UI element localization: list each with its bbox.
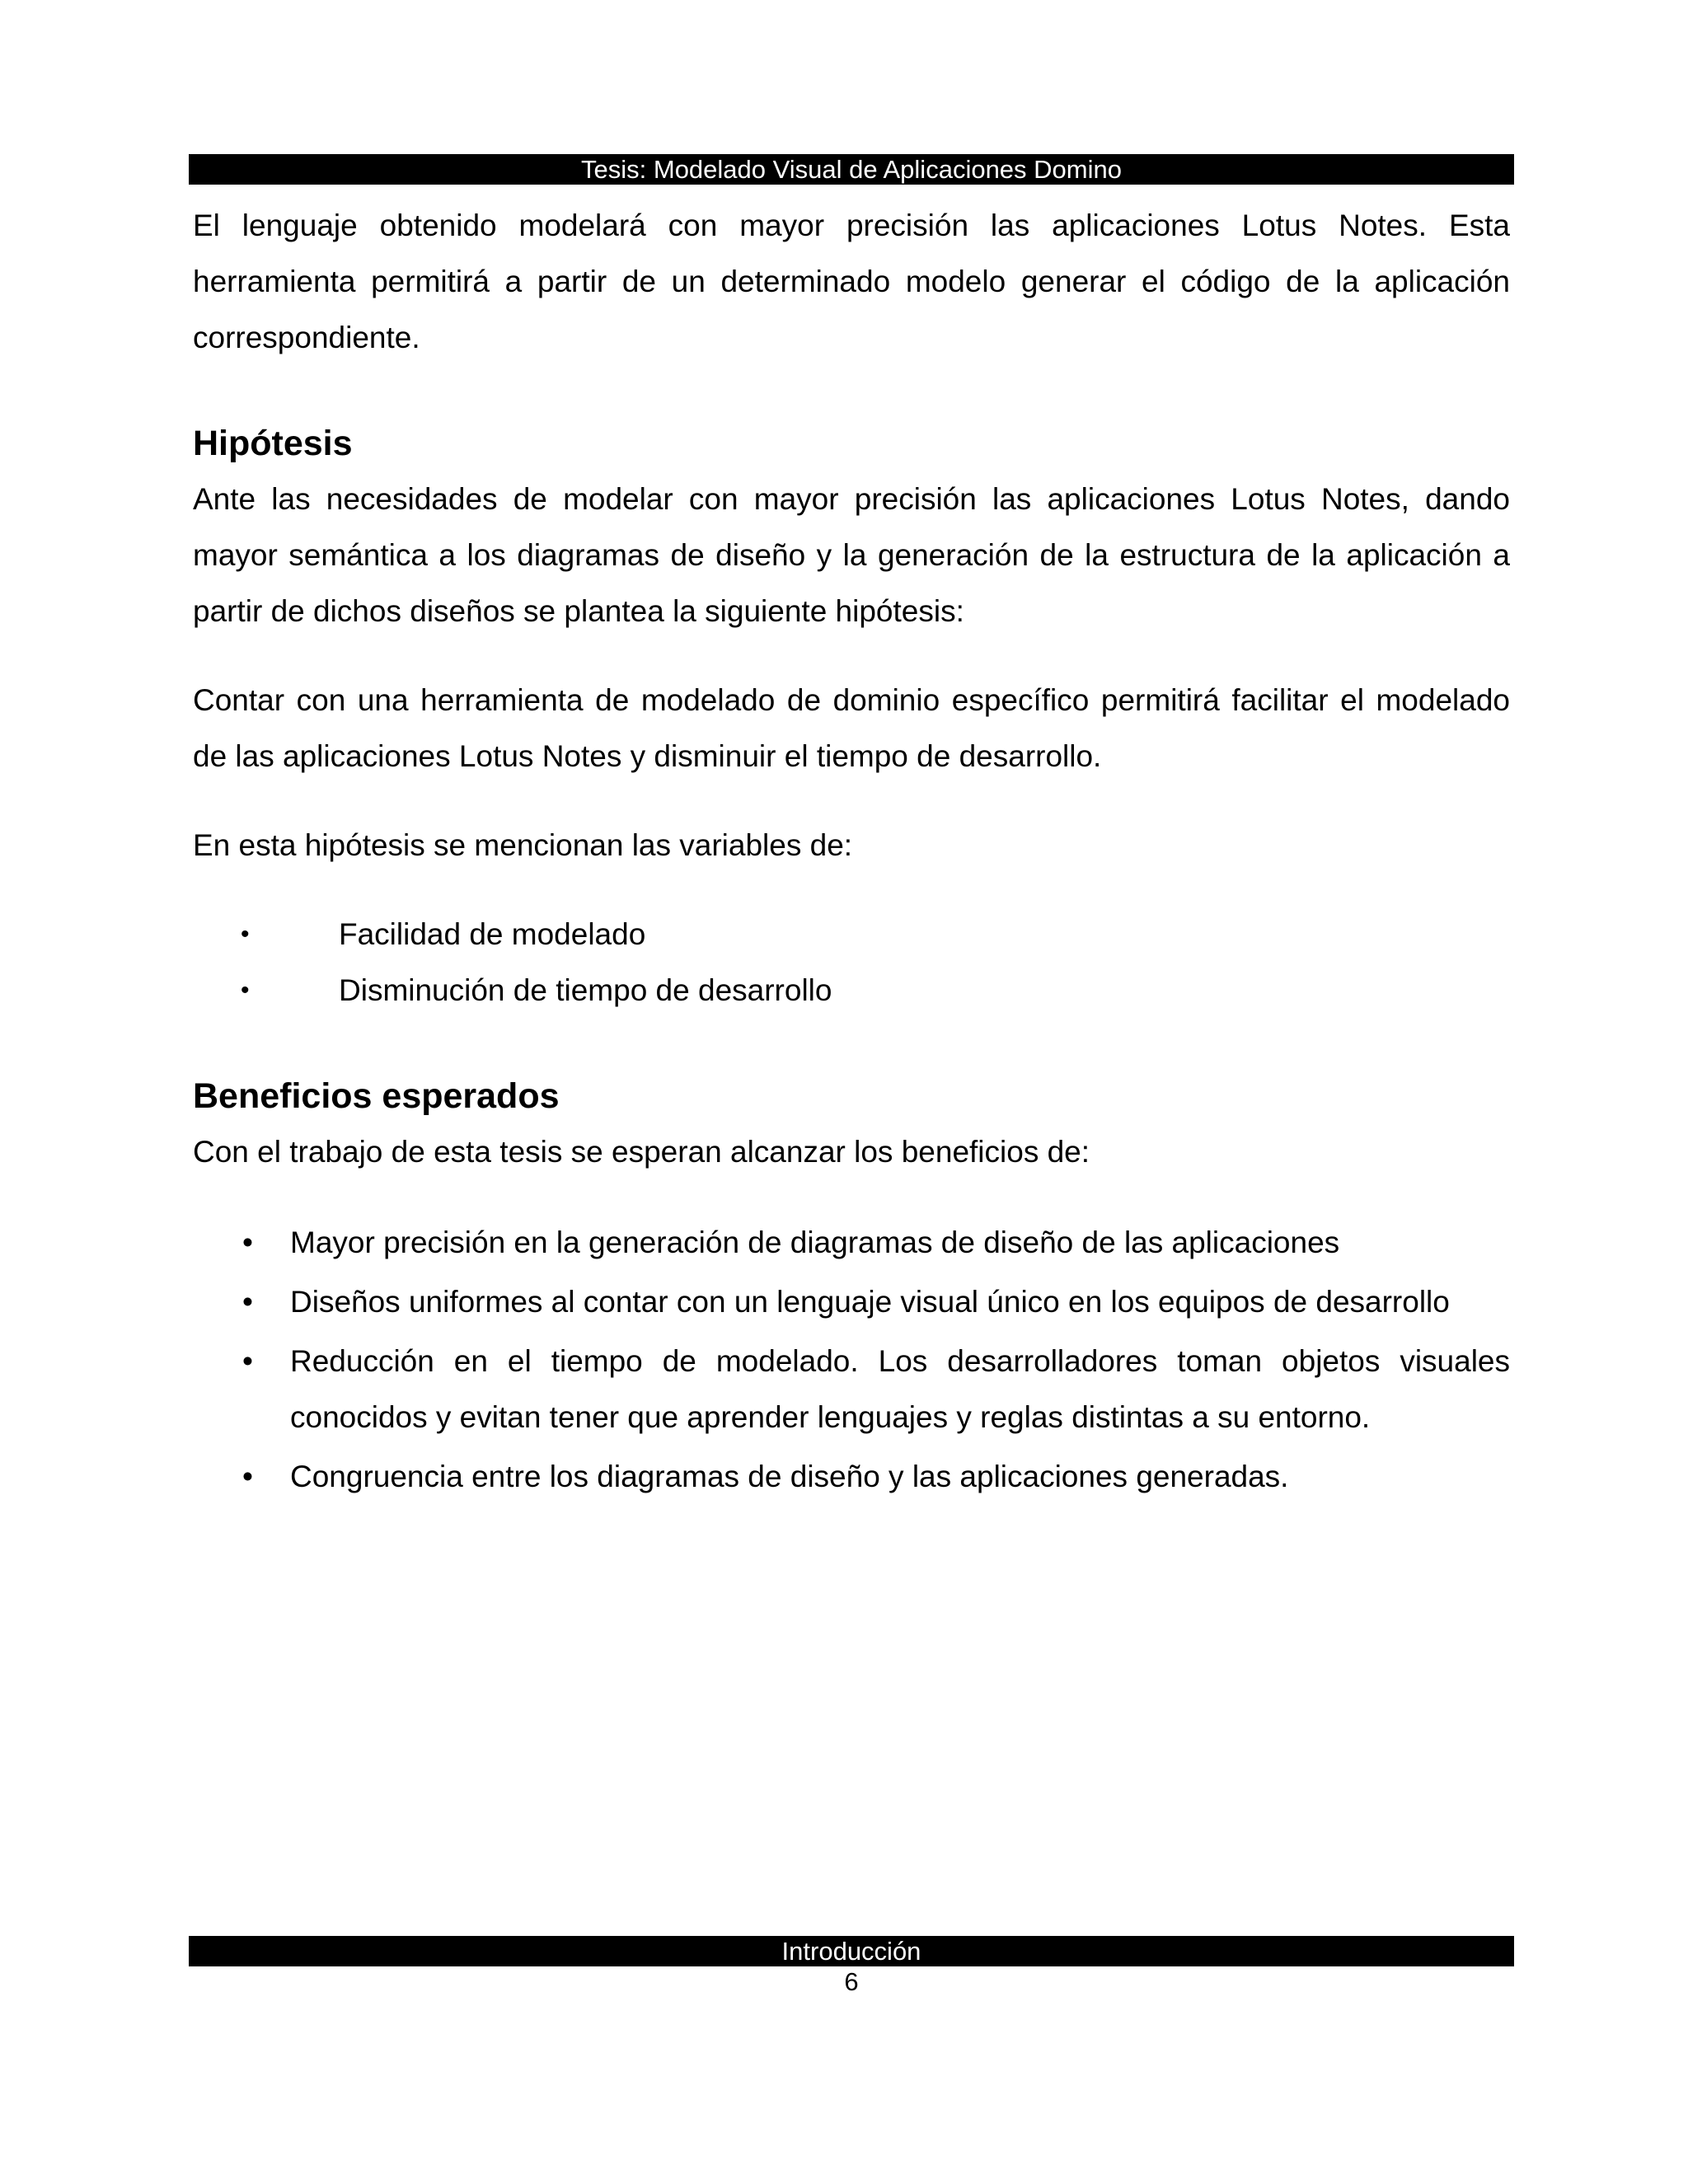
list-item xyxy=(193,907,1510,963)
variable-label: Facilidad de modelado xyxy=(339,917,646,951)
bullet-icon: • xyxy=(242,1285,253,1319)
bullet-icon: • xyxy=(242,1460,253,1493)
running-footer xyxy=(189,1936,1514,1966)
benefit-text: Diseños uniformes al contar con un lenguaje visual único en los equipos de desarrollo xyxy=(290,1285,1450,1319)
list-item xyxy=(193,1333,1510,1446)
footer-section: Introducción xyxy=(781,1937,921,1966)
hypothesis-paragraph-2: Contar con una herramienta de modelado de dominio específico permitirá facilitar el modelado de las aplicaciones Lotus Notes y disminuir el tiempo de desarrollo. xyxy=(193,683,1510,773)
header-title: Tesis: Modelado Visual de Aplicaciones Domino xyxy=(581,155,1122,184)
benefits-heading: Beneficios esperados xyxy=(193,1076,560,1116)
bullet-icon: • xyxy=(242,1226,253,1259)
benefit-text: Congruencia entre los diagramas de diseño y las aplicaciones generadas. xyxy=(290,1460,1289,1493)
running-header xyxy=(189,154,1514,185)
benefit-text: Reducción en el tiempo de modelado. Los desarrolladores toman objetos visuales conocidos y evitan tener que aprender lenguajes y reglas distintas a su entorno. xyxy=(290,1344,1510,1434)
variable-label: Disminución de tiempo de desarrollo xyxy=(339,973,832,1007)
bullet-icon: • xyxy=(241,921,250,948)
list-item xyxy=(193,1449,1510,1505)
benefits-list xyxy=(193,1215,1510,1505)
benefits-intro: Con el trabajo de esta tesis se esperan alcanzar los beneficios de: xyxy=(193,1135,1090,1169)
hypothesis-heading: Hipótesis xyxy=(193,424,353,463)
hypothesis-paragraph-3: En esta hipótesis se mencionan las variables de: xyxy=(193,828,853,862)
bullet-icon: • xyxy=(242,1344,253,1378)
hypothesis-paragraph-1: Ante las necesidades de modelar con mayor precisión las aplicaciones Lotus Notes, dando mayor semántica a los diagramas de diseño y la generación de la estructura de la aplicación a partir de dichos diseños se plantea la siguiente hipótesis: xyxy=(193,482,1510,628)
page-number: 6 xyxy=(844,1967,859,1996)
variables-list xyxy=(193,907,1510,1019)
list-item xyxy=(193,963,1510,1019)
bullet-icon: • xyxy=(241,977,250,1004)
page-content xyxy=(193,198,1510,1508)
intro-paragraph: El lenguaje obtenido modelará con mayor precisión las aplicaciones Lotus Notes. Esta herramienta permitirá a partir de un determinado modelo generar el código de la aplicación correspondiente. xyxy=(193,209,1510,354)
list-item xyxy=(193,1215,1510,1271)
benefit-text: Mayor precisión en la generación de diagramas de diseño de las aplicaciones xyxy=(290,1226,1340,1259)
list-item xyxy=(193,1274,1510,1330)
